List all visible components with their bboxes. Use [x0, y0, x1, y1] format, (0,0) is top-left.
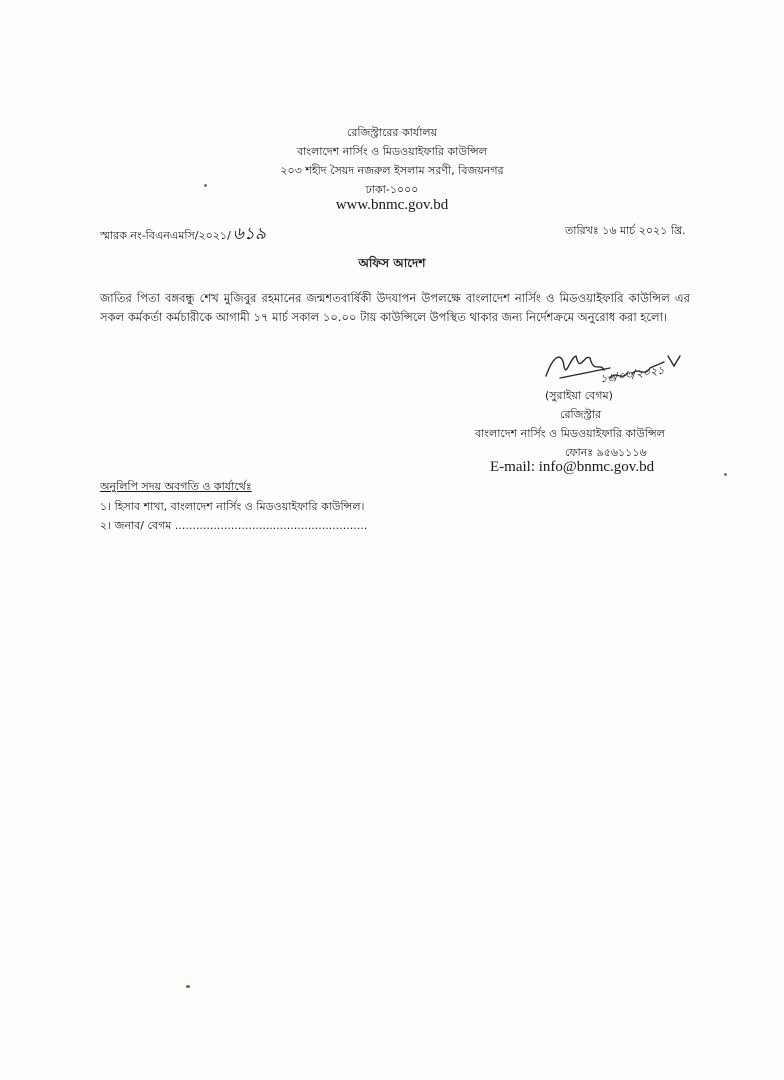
office-name: রেজিস্ট্রারের কার্যালয়: [346, 126, 438, 139]
signatory-org: বাংলাদেশ নার্সিং ও মিডওয়াইফারি কাউন্সিল: [475, 427, 665, 440]
scan-speck: [186, 985, 190, 988]
signature-date: ১৬/০৩/২০২১: [599, 363, 666, 386]
order-body: জাতির পিতা বঙ্গবন্ধু শেখ মুজিবুর রহমানের জন্মশতবার্ষিকী উদযাপন উপলক্ষে বাংলাদেশ নার্সিং ও মিডওয়াইফারি কাউন্সিল এর সকল কর্মকর্তা কর্মচারীকে আগামী ১৭ মার্চ সকাল ১০.০০ টায় কাউন্সিলে উপস্থিত থাকার জন্য নির্দেশক্রমে অনুরোধ করা হলো।: [100, 291, 690, 324]
website-link[interactable]: www.bnmc.gov.bd: [335, 197, 449, 213]
memo-ref-number: ৬১৯: [232, 224, 266, 244]
copy-item-1: ১। হিসাব শাখা, বাংলাদেশ নার্সিং ও মিডওয়াইফারি কাউন্সিল।: [100, 500, 365, 513]
signatory-email[interactable]: E-mail: info@bnmc.gov.bd: [490, 459, 655, 475]
copies-heading: অনুলিপি সদয় অবগতি ও কার্যার্থেঃ: [100, 480, 252, 493]
copy-item-2: ২। জনাব/ বেগম .......................................................: [100, 519, 368, 532]
order-title: অফিস আদেশ: [358, 256, 426, 270]
scan-speck: [724, 473, 727, 476]
signatory-name: (সুরাইয়া বেগম): [545, 389, 613, 402]
memo-ref: [100, 221, 266, 249]
address-line: ২০৩ শহীদ সৈয়দ নজরুল ইসলাম সরণী, বিজয়নগর: [280, 164, 504, 177]
signatory-designation: রেজিস্ট্রার: [560, 408, 602, 421]
city-line: ঢাকা-১০০০: [365, 183, 419, 196]
scan-speck: [204, 184, 207, 187]
council-name: বাংলাদেশ নার্সিং ও মিডওয়াইফারি কাউন্সিল: [297, 145, 487, 158]
memo-date: তারিখঃ ১৬ মার্চ ২০২১ খ্রি.: [565, 224, 686, 237]
signatory-phone: ফোনঃ ৯৫৬১১১৬: [565, 446, 647, 459]
memo-ref-label: স্মারক নং-বিএনএমসি/২০২১/: [100, 229, 231, 242]
